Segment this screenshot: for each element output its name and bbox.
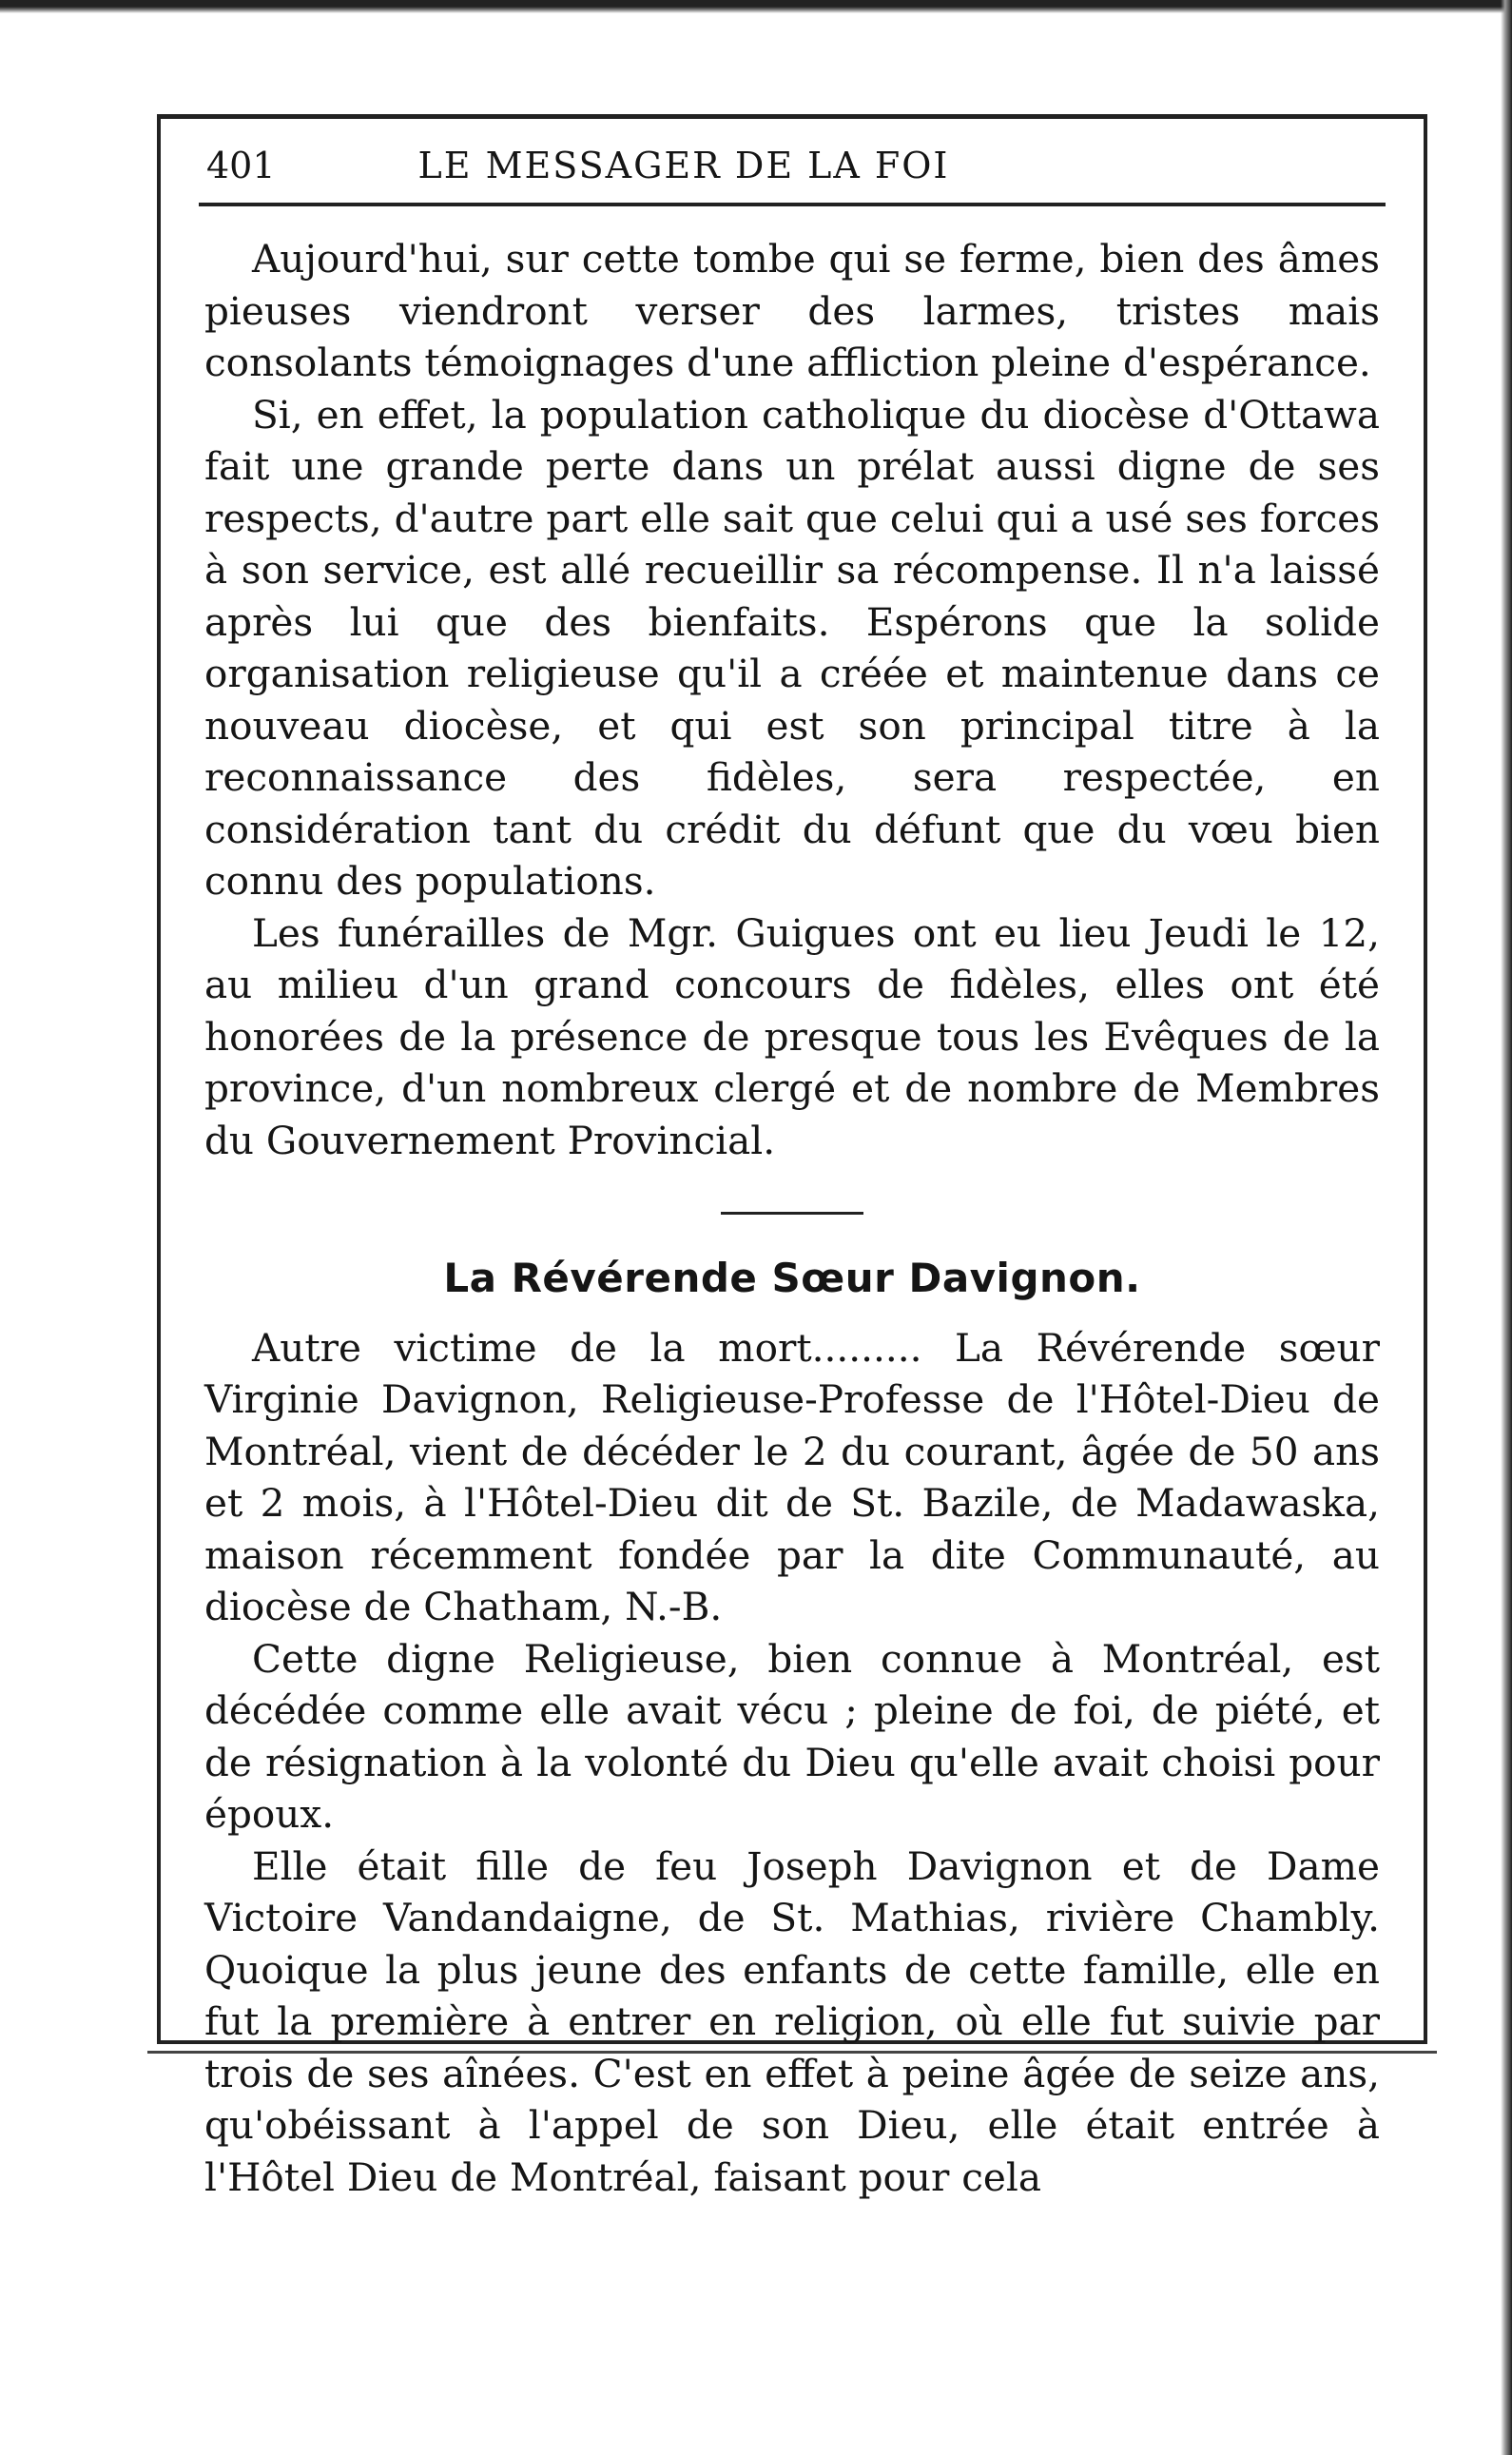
paragraph: Les funérailles de Mgr. Guigues ont eu lieu Jeudi le 12, au milieu d'un grand concours de fidèles, elles ont été honorées de la présence de presque tous les Evêques de la province, d'un nombreux clergé et de nombre de Membres du Gouvernement Provincial. bbox=[204, 909, 1380, 1163]
paragraph: Aujourd'hui, sur cette tombe qui se ferme, bien des âmes pieuses viendront verser des larmes, tristes mais consolants témoignages d'une affliction pleine d'espérance. bbox=[204, 236, 1380, 385]
section-divider bbox=[721, 1212, 863, 1215]
page-number: 401 bbox=[206, 145, 276, 186]
paragraph: Cette digne Religieuse, bien connue à Montréal, est décédée comme elle avait vécu ; pleine de foi, de piété, et de résignation à la volonté du Dieu qu'elle avait choisi pour époux. bbox=[204, 1635, 1380, 1837]
running-head bbox=[199, 128, 1386, 206]
paragraph: Si, en effet, la population catholique du diocèse d'Ottawa fait une grande perte dans un prélat aussi digne de ses respects, d'autre part elle sait que celui qui a usé ses forces à son service, est allé recueillir sa récompense. Il n'a laissé après lui que des bienfaits. Espérons que la solide organisation religieuse qu'il a créée et maintenue dans ce nouveau diocèse, et qui est son principal titre à la reconnaissance des fidèles, sera respectée, en considération tant du crédit du défunt que du vœu bien connu des populations. bbox=[204, 391, 1380, 904]
scan-edge-right bbox=[1501, 0, 1512, 2455]
section-heading: La Révérende Sœur Davignon. bbox=[443, 1255, 1141, 1301]
paragraph: Elle était fille de feu Joseph Davignon et de Dame Victoire Vandandaigne, de St. Mathias, rivière Chambly. Quoique la plus jeune des enfants de cette famille, elle en fut la première à entrer en religion, où elle fut suivie par trois de ses aînées. C'est en effet à peine âgée de seize ans, qu'obéissant à l'appel de son Dieu, elle était entrée à l'Hôtel Dieu de Montréal, faisant pour cela bbox=[204, 1842, 1380, 2200]
scan-edge-top bbox=[0, 0, 1512, 13]
body-text bbox=[199, 233, 1386, 2203]
running-title: LE MESSAGER DE LA FOI bbox=[417, 145, 950, 186]
page-frame bbox=[157, 114, 1427, 2200]
page-inner bbox=[199, 128, 1386, 2203]
paragraph: Autre victime de la mort......... La Révérende sœur Virginie Davignon, Religieuse-Professe de l'Hôtel-Dieu de Montréal, vient de décéder le 2 du courant, âgée de 50 ans et 2 mois, à l'Hôtel-Dieu dit de St. Bazile, de Madawaska, maison récemment fondée par la dite Communauté, au diocèse de Chatham, N.-B. bbox=[204, 1324, 1380, 1629]
